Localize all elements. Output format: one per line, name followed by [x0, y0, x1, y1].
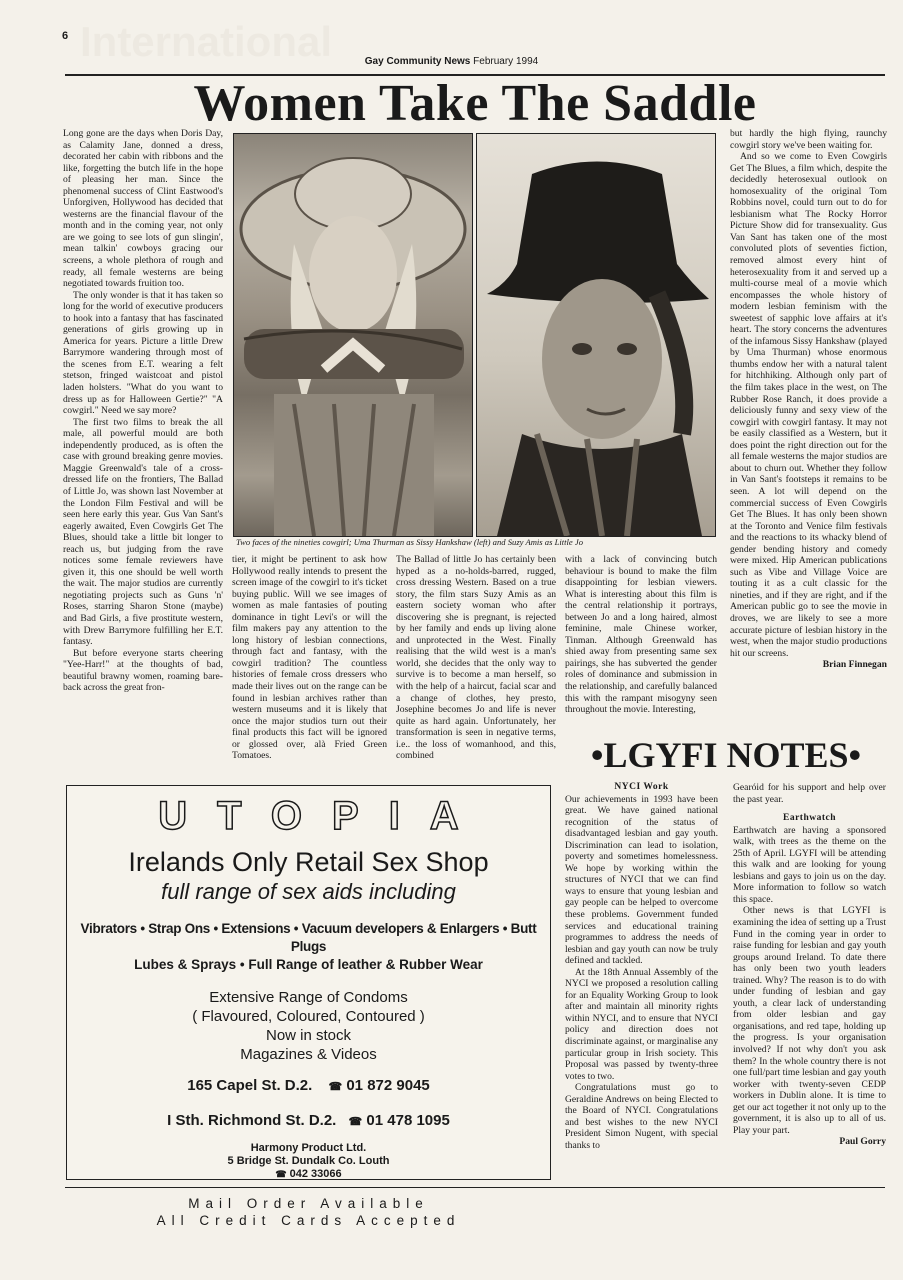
- photo-uma-thurman: [233, 133, 473, 537]
- notes-title: •LGYFI NOTES•: [590, 735, 862, 775]
- paragraph: At the 18th Annual Assembly of the NYCI we proposed a resolution calling for an Equality Working Group to look after and maintain all minority rights within NYCI, and to ensure that NYCI policy and direction does not discriminate against, or marginalise any particular group in Irish society. This Proposal was passed by twenty-three votes to two.: [565, 966, 719, 1082]
- ad-credit-cards: All Credit Cards Accepted: [156, 1213, 461, 1228]
- photo-caption: Two faces of the nineties cowgirl; Uma Thurman as Sissy Hankshaw (left) and Suzy Amis as Little Jo: [236, 537, 583, 547]
- utopia-advert: [66, 785, 551, 1228]
- article-col-2: [232, 554, 387, 762]
- ad-mail-order: Mail Order Available: [188, 1196, 429, 1211]
- article-headline: Women Take The Saddle: [193, 75, 757, 132]
- ad-headline: Irelands Only Retail Sex Shop: [128, 847, 489, 877]
- notes-author: Paul Gorry: [839, 1136, 886, 1148]
- notes-col-1: [565, 782, 718, 1152]
- ghost-watermark: International: [80, 18, 333, 65]
- ad-phone-1: 01 872 9045: [346, 1077, 430, 1094]
- ad-address-2: [67, 1111, 550, 1132]
- ad-products-line-2: Lubes & Sprays • Full Range of leather & Rubber Wear: [134, 957, 483, 972]
- ad-company-address: 5 Bridge St. Dundalk Co. Louth: [227, 1155, 390, 1167]
- running-header: [0, 56, 903, 67]
- paragraph: The only wonder is that it has taken so long for the world of executive producers to hook into a fantasy that has fascinated generations of girls growing up in America for years. Picture a little Drew Barrymore wandering through most of the scenes from E.T. wearing a felt stetson, fringed waistcoat and pistol laden holsters. "What do you want to dress up as for Halloween Gertie?" "A cowgirl." Need we say more?: [63, 289, 223, 417]
- ad-magazines: Magazines & Videos: [240, 1046, 377, 1063]
- paragraph: tier, it might be pertinent to ask how Hollywood really intends to present the screen image of the cowgirl to it's ticket buying public. Will we see images of women as male fantasies of pouting dominance in tight Levi's or will the film makers pay any attention to the long history of lesbian connections, through fact and fantasy, with the cowgirl tradition? The countless histories of female cross dressers who made their lives out on the range can be found in lesbian archives rather than western museums and it is likely that once the major studios turn out their final products this fact will be ignored or glossed over, alà Fried Green Tomatoes.: [232, 554, 387, 762]
- paragraph: Earthwatch are having a sponsored walk, with trees as the theme on the 25th of April. LGYFI will be attending this walk and are looking for young lesbians and gays to join us on the day. More information to follow so watch this space.: [733, 824, 886, 905]
- notes-col-2: [733, 782, 886, 1148]
- ad-address-1-street: 165 Capel St. D.2.: [187, 1077, 313, 1094]
- paragraph: The first two films to break the all male, all powerful mould are both independently produced, as is often the case with ground breaking genre movies. Maggie Greenwald's tale of a cross-dressed life on the frontiers, The Ballad of Little Jo, was shown last November at the London Film Festival and will be seen here early this year. Gus Van Sant's eagerly awaited, Even Cowgirls Get The Blues, should take a little bit longer to reach us, but judging from the rave notices some female reviewers have given it, this one should be well worth the wait. The major studios are currently negotiating projects such as Guns 'n' Roses, starring Sharon Stone (maybe) and Bad Girls, a five prostitute western, with Drew Barrymore fulfilling her E.T. fantasy.: [63, 416, 223, 648]
- article-author: Brian Finnegan: [822, 659, 887, 671]
- notes-earthwatch-heading: Earthwatch: [782, 813, 837, 824]
- paragraph: Long gone are the days when Doris Day, as Calamity Jane, donned a dress, decorated her cabin with ribbons and the like, forgetting the butch life in the hope of pleasing her man. Since the phenomenal success of Clint Eastwood's Unforgiven, Hollywood has decided that westerns are the financial flavour of the month and in the coming year, not only are we going to see lots of gun slingin', mean talkin' cowboys gracing our screens, a whole plethora of rough and ready, all female westerns are being negotiated towards fruition too.: [63, 128, 223, 290]
- utopia-brand: UTOPIA: [158, 794, 489, 838]
- ad-address-1: [67, 1076, 550, 1097]
- article-col-5: [730, 128, 887, 671]
- paragraph: Congratulations must go to Geraldine Andrews on being Elected to the Board of NYCI. Congratulations and best wishes to the new NYCI President Simon Nugent, with special thanks to: [565, 1082, 718, 1151]
- paragraph: Gearóid for his support and help over the past year.: [733, 782, 886, 805]
- ad-condoms-line-1: Extensive Range of Condoms: [209, 989, 408, 1006]
- paragraph: but hardly the high flying, raunchy cowgirl story we've been waiting for.: [730, 128, 887, 151]
- issue-date: February 1994: [473, 56, 539, 67]
- ad-phone-3: 042 33066: [289, 1168, 342, 1180]
- notes-nyci-heading: NYCI Work: [614, 782, 669, 792]
- ad-products-line-1: Vibrators • Strap Ons • Extensions • Vacuum developers & Enlargers • Butt Plugs: [80, 921, 537, 954]
- photo-suzy-amis: [476, 133, 716, 537]
- ad-stock: Now in stock: [265, 1027, 352, 1044]
- ad-condoms-line-2: ( Flavoured, Coloured, Contoured ): [192, 1008, 425, 1025]
- photo-suzy-amis-drawing: [477, 134, 715, 536]
- phone-icon: ☎: [328, 1081, 343, 1093]
- ad-phone-2: 01 478 1095: [366, 1112, 450, 1129]
- photo-uma-thurman-drawing: [234, 134, 472, 536]
- page-number: 6: [62, 30, 69, 42]
- article-col-3: [396, 554, 556, 762]
- publication-name: Gay Community News: [364, 56, 471, 67]
- ad-company: Harmony Product Ltd.: [250, 1142, 367, 1154]
- paragraph: Our achievements in 1993 have been great. We have gained national recognition of the status of disadvantaged lesbian and gay youth. Discrimination can lead to isolation, poverty and sometimes homelessness. We hope by working within the structures of NYCI that we can find ways to ensure that young lesbian and gay people can be helped to overcome these problems. Government funded services and educational training programmes to address the needs of lesbian and gay youth can now be truly defined and tackled.: [565, 793, 718, 967]
- phone-icon: ☎: [348, 1116, 363, 1128]
- article-col-4: [565, 554, 717, 716]
- ad-company-phone-row: [67, 1168, 550, 1181]
- paragraph: The Ballad of little Jo has certainly been hyped as a no-holds-barred, rugged, cross dressing Western. Based on a true story, the film stars Suzy Amis as an eastern society woman who after discovering she is pregnant, is rejected by her family and ends up living alone and unprotected in the West. Finally realising that the wild west is a man's world, she decides that the only way to survive is to become a man herself, so with the help of a haircut, facial scar and a change of clothes, hey presto, Josephine becomes Jo and life is never quite as hard again. Unfortunately, her transformation is seen in negative terms, i.e.. the loss of womanhood, and this, combined: [396, 554, 556, 762]
- paragraph: And so we come to Even Cowgirls Get The Blues, a film which, despite the decidedly heterosexual outlook on homosexuality of the original Tom Robbins novel, could turn out to do for lesbianism what The Rocky Horror Picture Show did for transexuality. Gus Van Sant has taken one of the most convoluted plots of seventies fiction, removed almost every hint of heterosexuality from it and served up a multi-course meal of a movie which encompasses the whole history of modern lesbian feminism with the sweetest of sapphic love affairs at it's heart. The story concerns the adventures of the infamous Sissy Hankshaw (played by Uma Thurman) whose enormous thumbs endow her with a natural talent for hitchhiking. Although only part of the film takes place in the west, on The Rubber Rose Ranch, it does provide a deliciously funny and sexy view of the cowgirl with cowgirl fantasy. It may not be easily classified as a Western, but it does point the right direction out for the all female westerns the major studios are about to churn out. Whether they follow in Van Sant's footsteps it remains to be seen. A lot will depend on the commercial success of Even Cowgirls Get The Blues. It has only been shown at the Toronto and Venice film festivals and the reactions to its whacky blend of gender bending history and comedy were mixed. Hip American publications such as Vibe and Village Voice are touting it as a cult classic for the nineties, and if they are right, and if the American public go to see the movie in droves, we are likely to see a more accurate picture of lesbian history in the west, when the major studio productions hit our screens.: [730, 151, 887, 659]
- footer-rule: [65, 1187, 885, 1188]
- ad-subhead: full range of sex aids including: [161, 879, 456, 904]
- article-col-1: [63, 128, 223, 783]
- paragraph: with a lack of convincing butch behaviour is bound to make the film disappointing for lesbian viewers. What is interesting about this film is the central relationship it portrays, between Jo and a long haired, almost feminine, male Chinese worker, Tinman. Although Greenwald has shied away from presenting same sex pairings, she has subverted the gender roles of dominance and submission in the relationship, and carefully balanced this with the rampant misogyny seen throughout the movie. Interesting,: [565, 554, 717, 716]
- paragraph: But before everyone starts cheering "Yee-Harr!" at the thoughts of bad, beautiful brawny women, roaming bare-back across the great fron-: [63, 647, 223, 694]
- paragraph: Other news is that LGYFI is examining the idea of setting up a Trust Fund in the coming year in order to raise funding for lesbian and gay youth groups around Ireland. To date there has only been two youth leaders trained. Why? The reason is to do with under funding of lesbian and gay youth, a clear lack of understanding from older lesbian and gay organisations, and red tape, holding up the progress. Is your organisation involved? If not why don't you ask them? In the whole country there is not one full/part time lesbian and gay youth worker with twenty-seven CEDP workers in Dublin alone. It is time to get our act together it not only up to the government, it is also up to all of us. Play your part.: [733, 905, 886, 1136]
- phone-icon: ☎: [275, 1169, 287, 1179]
- ad-address-2-street: I Sth. Richmond St. D.2.: [167, 1112, 337, 1129]
